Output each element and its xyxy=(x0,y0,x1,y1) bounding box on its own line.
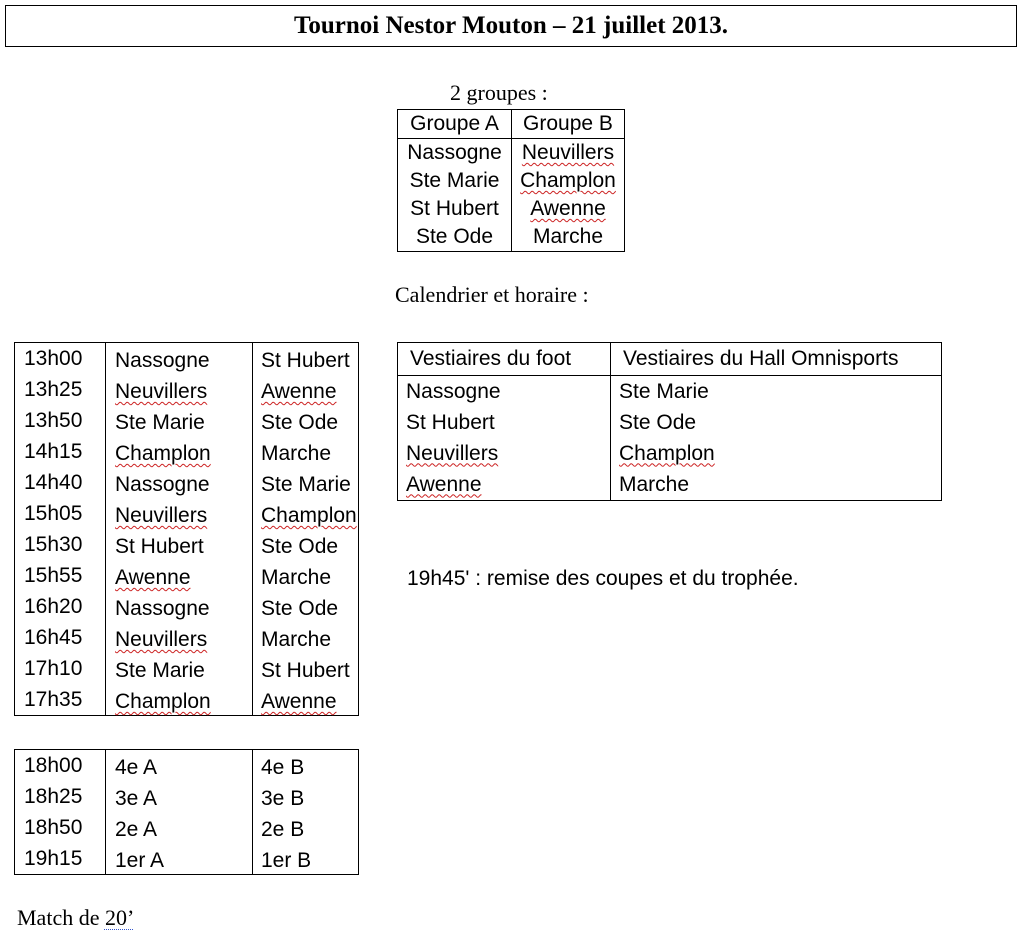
table-row xyxy=(15,684,359,716)
home-team: Champlon xyxy=(106,686,253,718)
away-team: 4e B xyxy=(261,756,305,779)
document-title: Tournoi Nestor Mouton – 21 juillet 2013. xyxy=(5,5,1017,47)
home-team: Ste Marie xyxy=(106,655,253,686)
table-row xyxy=(398,167,625,195)
match-time: 18h00 xyxy=(15,750,106,782)
home-team: St Hubert xyxy=(106,531,253,562)
match-time: 19h15 xyxy=(15,843,106,875)
group-a-team: Ste Ode xyxy=(398,223,512,252)
hall-lockers-header: Vestiaires du Hall Omnisports xyxy=(611,343,942,376)
away-team: Champlon xyxy=(261,504,357,527)
match-duration-note xyxy=(17,905,134,931)
away-team: Marche xyxy=(261,566,332,589)
hall-locker-team: Ste Ode xyxy=(619,410,697,434)
group-a-team: Ste Marie xyxy=(398,167,512,195)
match-time: 15h05 xyxy=(15,498,106,529)
table-row xyxy=(398,469,942,501)
home-team: 2e A xyxy=(106,814,253,845)
calendar-caption: Calendrier et horaire : xyxy=(395,282,589,307)
table-row xyxy=(15,343,359,375)
group-a-header: Groupe A xyxy=(398,110,512,139)
away-team: 2e B xyxy=(261,818,305,841)
table-row xyxy=(15,653,359,684)
away-team: St Hubert xyxy=(261,659,350,682)
group-a-team: St Hubert xyxy=(398,195,512,223)
table-row xyxy=(15,781,359,812)
foot-locker-team: St Hubert xyxy=(398,407,611,438)
foot-locker-team: Awenne xyxy=(398,469,611,501)
home-team: Neuvillers xyxy=(106,624,253,655)
match-time: 18h25 xyxy=(15,781,106,812)
groups-header-row xyxy=(398,110,625,139)
foot-lockers-header: Vestiaires du foot xyxy=(398,343,611,376)
foot-locker-team: Neuvillers xyxy=(398,438,611,469)
home-team: 4e A xyxy=(106,752,253,784)
match-time: 17h10 xyxy=(15,653,106,684)
groups-table xyxy=(397,109,625,252)
table-row xyxy=(15,374,359,405)
match-time: 14h40 xyxy=(15,467,106,498)
match-time: 13h25 xyxy=(15,374,106,405)
home-team: Nassogne xyxy=(106,345,253,377)
away-team: Ste Ode xyxy=(261,411,339,434)
away-team: 1er B xyxy=(261,849,312,872)
hall-locker-team: Ste Marie xyxy=(619,379,709,403)
lockers-header-row xyxy=(398,343,942,376)
ceremony-note: 19h45' : remise des coupes et du trophée. xyxy=(407,567,799,590)
group-b-team: Marche xyxy=(532,225,604,248)
home-team: Nassogne xyxy=(106,469,253,500)
finals-table xyxy=(14,749,359,875)
group-b-team: Awenne xyxy=(530,197,606,220)
table-row xyxy=(15,591,359,622)
group-b-team: Neuvillers xyxy=(521,141,615,164)
match-time: 16h45 xyxy=(15,622,106,653)
match-time: 17h35 xyxy=(15,684,106,716)
home-team: Neuvillers xyxy=(106,500,253,531)
foot-locker-team: Nassogne xyxy=(398,376,611,408)
away-team: Marche xyxy=(261,442,332,465)
group-a-team: Nassogne xyxy=(398,139,512,168)
group-b-header: Groupe B xyxy=(512,110,625,139)
away-team: 3e B xyxy=(261,787,305,810)
table-row xyxy=(15,750,359,782)
hall-locker-team: Marche xyxy=(619,472,690,496)
match-time: 15h55 xyxy=(15,560,106,591)
away-team: Ste Ode xyxy=(261,535,339,558)
hall-locker-team: Champlon xyxy=(619,441,715,465)
table-row xyxy=(398,139,625,168)
match-time: 14h15 xyxy=(15,436,106,467)
table-row xyxy=(398,438,942,469)
away-team: Ste Marie xyxy=(261,473,351,496)
away-team: St Hubert xyxy=(261,349,350,372)
table-row xyxy=(15,498,359,529)
schedule-table xyxy=(14,342,359,716)
match-time: 15h30 xyxy=(15,529,106,560)
away-team: Awenne xyxy=(261,380,337,403)
table-row xyxy=(398,195,625,223)
home-team: Champlon xyxy=(106,438,253,469)
home-team: Neuvillers xyxy=(106,376,253,407)
match-time: 16h20 xyxy=(15,591,106,622)
group-b-team: Champlon xyxy=(520,169,616,192)
match-duration-value: 20’ xyxy=(104,905,135,930)
away-team: Awenne xyxy=(261,690,337,713)
match-duration-prefix: Match de xyxy=(17,905,105,930)
table-row xyxy=(15,405,359,436)
home-team: 1er A xyxy=(106,845,253,877)
table-row xyxy=(398,223,625,252)
home-team: Ste Marie xyxy=(106,407,253,438)
table-row xyxy=(15,843,359,875)
table-row xyxy=(15,529,359,560)
table-row xyxy=(15,436,359,467)
table-row xyxy=(15,622,359,653)
table-row xyxy=(15,467,359,498)
match-time: 13h00 xyxy=(15,343,106,375)
away-team: Ste Ode xyxy=(261,597,339,620)
groups-caption: 2 groupes : xyxy=(450,80,548,105)
away-team: Marche xyxy=(261,628,332,651)
table-row xyxy=(398,376,942,408)
table-row xyxy=(398,407,942,438)
match-time: 18h50 xyxy=(15,812,106,843)
home-team: Awenne xyxy=(106,562,253,593)
table-row xyxy=(15,812,359,843)
table-row xyxy=(15,560,359,591)
home-team: Nassogne xyxy=(106,593,253,624)
lockers-table xyxy=(397,342,942,501)
match-time: 13h50 xyxy=(15,405,106,436)
home-team: 3e A xyxy=(106,783,253,814)
